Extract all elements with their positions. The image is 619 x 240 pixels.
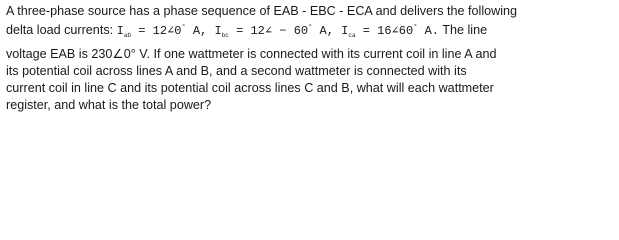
problem-line-6: register, and what is the total power?: [6, 98, 212, 112]
current-ca: $I_{ca}$ = 16∠60° A.: [341, 24, 439, 39]
current-ab: $I_{ab}$ = 12∠0° A,: [116, 24, 215, 39]
problem-line-5: current coil in line C and its potential coil across lines C and B, what will each wattmeter: [6, 81, 494, 95]
problem-line-1: A three-phase source has a phase sequence of EAB - EBC - ECA and delivers the following: [6, 4, 518, 18]
problem-line-2: [6, 20, 613, 44]
line2-suffix: The line: [439, 23, 488, 37]
problem-line-4: its potential coil across lines A and B, and a second wattmeter is connected with its: [6, 64, 467, 78]
current-bc: $I_{bc}$ = 12∠ − 60° A,: [214, 24, 342, 39]
problem-line-3: voltage EAB is 230∠0° V. If one wattmeter is connected with its current coil in line A and: [6, 47, 497, 61]
line2-prefix: delta load currents:: [6, 23, 117, 37]
